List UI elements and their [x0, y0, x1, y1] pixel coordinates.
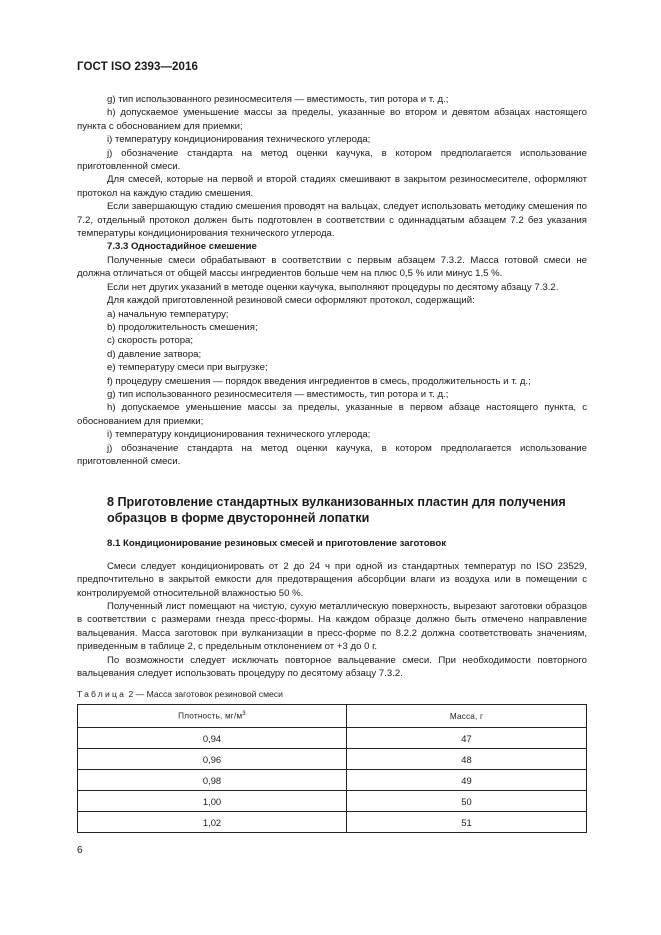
list-item-f: f) процедуру смешения — порядок введения ингредиентов в смесь, продолжительность и т. д.;: [107, 375, 531, 387]
density-cell: 0,98: [78, 770, 347, 791]
list-item-c: c) скорость ротора;: [107, 335, 194, 347]
table-caption: [77, 689, 283, 699]
density-cell: 0,94: [78, 728, 347, 749]
table-caption-label: Таблица: [77, 689, 127, 699]
density-cell: 1,00: [78, 791, 347, 812]
table-header-row: [78, 705, 587, 728]
page-number: 6: [77, 845, 83, 856]
list-item-j: j) обозначение стандарта на метод оценки каучука, в котором предполагается использование приготовленной смеси.: [77, 442, 587, 467]
document-body: [77, 93, 587, 680]
subsection-heading-7-3-3: 7.3.3 Одностадийное смешение: [107, 241, 257, 253]
list-item-j: j) обозначение стандарта на метод оценки каучука, в котором предполагается использование приготовленной смеси.: [77, 147, 587, 173]
list-item-g: g) тип использованного резиносмесителя — вместимость, тип ротора и т. д.;: [107, 94, 449, 105]
density-cell: 1,02: [78, 812, 347, 833]
table-row: [78, 791, 587, 812]
list-item-h: h) допускаемое уменьшение массы за пределы, указанные во втором и девятом абзацах настоящего пункта с обоснованием для приемки;: [77, 107, 587, 132]
paragraph: По возможности следует исключать повторное вальцевание смеси. При необходимости повторного вальцевания следует использовать процедуру по десятому абзацу 7.3.2.: [77, 654, 587, 680]
subsection-heading-8-1: 8.1 Кондиционирование резиновых смесей и приготовление заготовок: [107, 538, 446, 550]
list-item-a: а) начальную температуру;: [107, 308, 229, 320]
table-row: [78, 812, 587, 833]
mass-cell: 48: [347, 749, 587, 770]
density-cell: 0,96: [78, 749, 347, 770]
list-item-h: h) допускаемое уменьшение массы за пределы, указанные в первом абзаце настоящего пункта, с обоснованием для приемки;: [77, 402, 587, 427]
mass-table: [77, 704, 587, 833]
table-row: [78, 770, 587, 791]
list-item-e: e) температуру смеси при выгрузке;: [107, 362, 268, 374]
column-header-mass: Масса, г: [347, 705, 587, 728]
document-header: ГОСТ ISO 2393—2016: [77, 61, 199, 73]
mass-cell: 49: [347, 770, 587, 791]
section-heading-8: 8 Приготовление стандартных вулканизованных пластин для получения образцов в форме двусторонней лопатки: [107, 495, 566, 526]
list-item-b: b) продолжительность смешения;: [107, 321, 258, 333]
paragraph: Если завершающую стадию смешения проводят на вальцах, следует использовать методику смешения по 7.2, отдельный протокол должен быть подготовлен в соответствии с одиннадцатым абзацем 7.2 без указания температуры кондиционирования технического углерода.: [77, 201, 587, 240]
paragraph: Для смесей, которые на первой и второй стадиях смешивают в закрытом резиносмесителе, оформляют протокол на каждую стадию смешения.: [77, 174, 587, 199]
paragraph: Полученные смеси обрабатывают в соответствии с первым абзацем 7.3.2. Масса готовой смеси не должна отличаться от общей массы ингредиентов больше чем на плюс 0,5 % или минус 1,5 %.: [77, 254, 587, 280]
mass-cell: 51: [347, 812, 587, 833]
table-row: [78, 728, 587, 749]
paragraph: Если нет других указаний в методе оценки каучука, выполняют процедуры по десятому абзацу 7.3.2.: [107, 281, 559, 293]
list-item-d: d) давление затвора;: [107, 348, 202, 360]
mass-cell: 50: [347, 791, 587, 812]
table-caption-text: 2 — Масса заготовок резиновой смеси: [126, 689, 283, 699]
paragraph: Полученный лист помещают на чистую, сухую металлическую поверхность, вырезают заготовки образцов в соответствии с размерами гнезда пресс-формы. На каждом образце должно быть отмечено направление вальцевания. Масса заготовок при вулканизации в пресс-форме по 8.2.2 должна соответствовать значениям, приведенным в таблице 2, с предельным отклонением от +3 до 0 г.: [77, 601, 587, 653]
list-item-g: g) тип использованного резиносмесителя — вместимость, тип ротора и т. д.;: [107, 388, 449, 400]
paragraph: Для каждой приготовленной резиновой смеси оформляют протокол, содержащий:: [107, 295, 475, 307]
column-header-density: Плотность, $мг/м^3$: [78, 705, 347, 728]
mass-cell: 47: [347, 728, 587, 749]
list-item-i: i) температуру кондиционирования технического углерода;: [107, 134, 371, 146]
table-row: [78, 749, 587, 770]
list-item-i: i) температуру кондиционирования технического углерода;: [107, 429, 371, 441]
paragraph: Смеси следует кондиционировать от 2 до 24 ч при одной из стандартных температур по ISO 23529, предпочтительно в закрытой емкости для предотвращения абсорбции влаги из воздуха или в помещении с контролируемой относительной влажностью 50 %.: [77, 560, 587, 599]
